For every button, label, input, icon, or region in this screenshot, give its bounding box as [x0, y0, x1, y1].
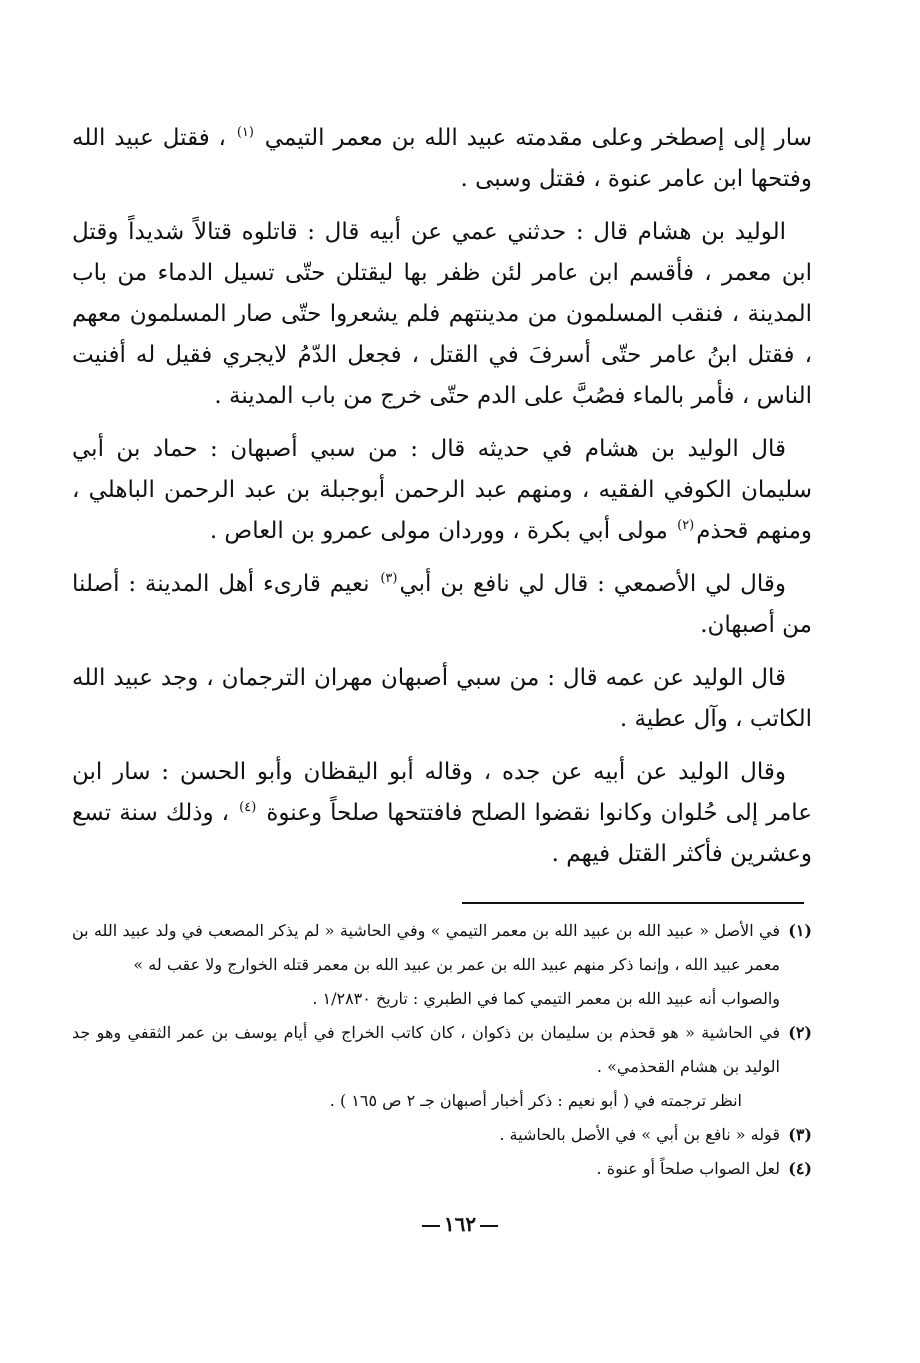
- footnote-4: [72, 1152, 812, 1186]
- page-number-value: ١٦٢: [443, 1212, 477, 1236]
- footnote-2-number: (٢): [788, 1023, 812, 1042]
- page-number-dash-right: [480, 1225, 498, 1227]
- footnote-3-number: (٣): [788, 1125, 812, 1144]
- footnotes: [72, 914, 812, 1186]
- footnote-4-text: لعل الصواب صلحاً أو عنوة .: [596, 1159, 780, 1178]
- paragraph-1-part-2: ، فقتل عبيد الله وفتحها ابن عامر عنوة ، فقتل وسبى .: [72, 125, 812, 192]
- footnote-3: [72, 1118, 812, 1152]
- footnote-ref-1: (١): [236, 125, 254, 141]
- paragraph-4: [72, 564, 812, 646]
- paragraph-3-part-1: قال الوليد بن هشام في حديثه قال : من سبي أصبهان : حماد بن أبي سليمان الكوفي الفقيه ، ومنهم عبد الرحمن أبوجبلة بن عبد الرحمن الباهلي ، ومنهم قحذم: [72, 436, 812, 544]
- footnote-1-number: (١): [788, 921, 812, 940]
- footnote-separator: [462, 902, 804, 904]
- paragraph-4-part-1: وقال لي الأصمعي : قال لي نافع بن أبي: [399, 571, 786, 597]
- paragraph-4-part-2: نعيم قارىء أهل المدينة : أصلنا من أصبهان.: [72, 571, 812, 638]
- paragraph-5: قال الوليد عن عمه قال : من سبي أصبهان مهران الترجمان ، وجد عبيد الله الكاتب ، وآل عطية .: [72, 665, 812, 732]
- footnote-2: [72, 1016, 812, 1084]
- main-text: [72, 118, 812, 887]
- paragraph-6: [72, 752, 812, 875]
- paragraph-6-part-2: ، وذلك سنة تسع وعشرين فأكثر القتل فيهم .: [72, 800, 812, 867]
- page-number-dash-left: [422, 1225, 440, 1227]
- page-number: [0, 1212, 920, 1236]
- footnote-ref-3: (٣): [380, 571, 398, 587]
- footnote-3-text: قوله « نافع بن أبي » في الأصل بالحاشية .: [499, 1125, 780, 1144]
- footnote-1: [72, 914, 812, 982]
- paragraph-1: [72, 118, 812, 200]
- footnote-ref-2: (٢): [677, 518, 695, 534]
- paragraph-3: [72, 429, 812, 552]
- paragraph-2: الوليد بن هشام قال : حدثني عمي عن أبيه قال : قاتلوه قتالاً شديداً وقتل ابن معمر ، فأقسم ابن عامر لئن ظفر بها ليقتلن حتّى تسيل الدماء من باب المدينة ، فنقب المسلمون من مدينتهم فلم يشعروا حتّى صار المسلمون معهم ، فقتل ابنُ عامر حتّى أسرفَ في القتل ، فجعل الدّمُ لايجري فقيل له أفنيت الناس ، فأمر بالماء فصُبَّ على الدم حتّى خرج من باب المدينة .: [72, 219, 812, 409]
- paragraph-6-part-1: وقال الوليد عن أبيه عن جده ، وقاله أبو اليقظان وأبو الحسن : سار ابن عامر إلى حُلوان وكانوا نقضوا الصلح فافتتحها صلحاً وعنوة: [72, 759, 812, 826]
- footnote-4-number: (٤): [788, 1159, 812, 1178]
- paragraph-1-part-1: سار إلى إصطخر وعلى مقدمته عبيد الله بن معمر التيمي: [255, 125, 812, 151]
- footnote-1-text: في الأصل « عبيد الله بن عبيد الله بن معمر التيمي » وفي الحاشية « لم يذكر المصعب في ولد عبيد الله بن معمر عبيد الله ، وإنما ذكر منهم عبيد الله بن عمر بن عبيد الله بن معمر قتله الخوارج ولا عقب له »: [72, 921, 780, 974]
- footnote-2-continuation: انظر ترجمته في ( أبو نعيم : ذكر أخبار أصبهان جـ ٢ ص ١٦٥ ) .: [329, 1091, 742, 1110]
- paragraph-3-part-2: مولى أبي بكرة ، ووردان مولى عمرو بن العاص .: [209, 518, 676, 544]
- footnote-1-line-2: والصواب أنه عبيد الله بن معمر التيمي كما في الطبري : تاريخ ١/٢٨٣٠ .: [312, 989, 780, 1008]
- footnote-2-text: في الحاشية « هو قحذم بن سليمان بن ذكوان ، كان كاتب الخراج في أيام يوسف بن عمر الثقفي وهو جد الوليد بن هشام القحذمي» .: [72, 1023, 780, 1076]
- footnote-ref-4: (٤): [239, 800, 257, 816]
